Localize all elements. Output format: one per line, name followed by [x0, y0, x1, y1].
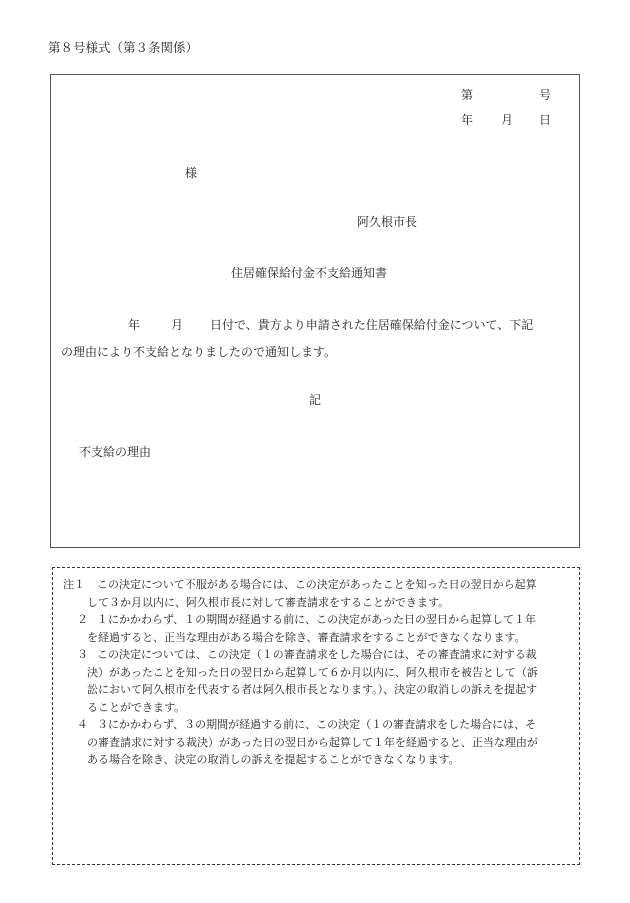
note-label: ４	[77, 718, 88, 731]
note-text: １にかかわらず、１の期間が経過する前に、この決定があった日の翌日から起算して１年 を経過すると、正当な理由がある場合を除き、審査請求をすることができなくなります。	[87, 613, 537, 644]
note-text: ３にかかわらず、３の期間が経過する前に、この決定（１の審査請求をした場合には、そ の審査請求に対する裁決）があった日の翌日から起算して１年を経過すると、正当な理由が ある場合を除き、決定の取消しの訴えを提起することができなくなります。	[87, 718, 538, 766]
body-date-year: 年	[128, 318, 141, 332]
note-1	[63, 576, 569, 611]
date-month: 月	[501, 113, 514, 127]
document-number-suffix: 号	[539, 88, 552, 102]
note-4	[63, 716, 569, 769]
document-title: 住居確保給付金不支給通知書	[231, 266, 388, 280]
note-text: この決定については、この決定（１の審査請求をした場合には、その審査請求に対する裁 決）があったことを知った日の翌日から起算して６か月以内に、阿久根市を被告として（訴 訟において阿久根市を代表する者は阿久根市長となります。）、決定の取消しの訴えを提起す ることができます。	[87, 648, 538, 714]
addressee-suffix: 様	[185, 166, 198, 180]
note-2	[63, 611, 569, 646]
date-day: 日	[539, 113, 552, 127]
body-line1: 日付で、貴方より申請された住居確保給付金について、下記	[210, 318, 534, 332]
sender: 阿久根市長	[357, 215, 418, 229]
body-date-month: 月	[171, 318, 184, 332]
note-label: ２	[77, 613, 88, 626]
notes-box	[52, 567, 580, 865]
note-text: この決定について不服がある場合には、この決定があったことを知った日の翌日から起算 して３か月以内に、阿久根市長に対して審査請求をすることができます。	[87, 578, 537, 609]
document-number-prefix: 第	[461, 88, 474, 102]
note-label: ３	[77, 648, 88, 661]
reason-label: 不支給の理由	[79, 445, 152, 459]
note-label: 注１	[63, 578, 85, 591]
note-3	[63, 646, 569, 716]
form-title: 第８号様式（第３条関係）	[48, 40, 199, 55]
body-line2: の理由により不支給となりましたので通知します。	[61, 345, 337, 359]
notice-form-box	[50, 74, 580, 548]
ki-heading: 記	[309, 393, 322, 407]
date-year: 年	[461, 113, 474, 127]
